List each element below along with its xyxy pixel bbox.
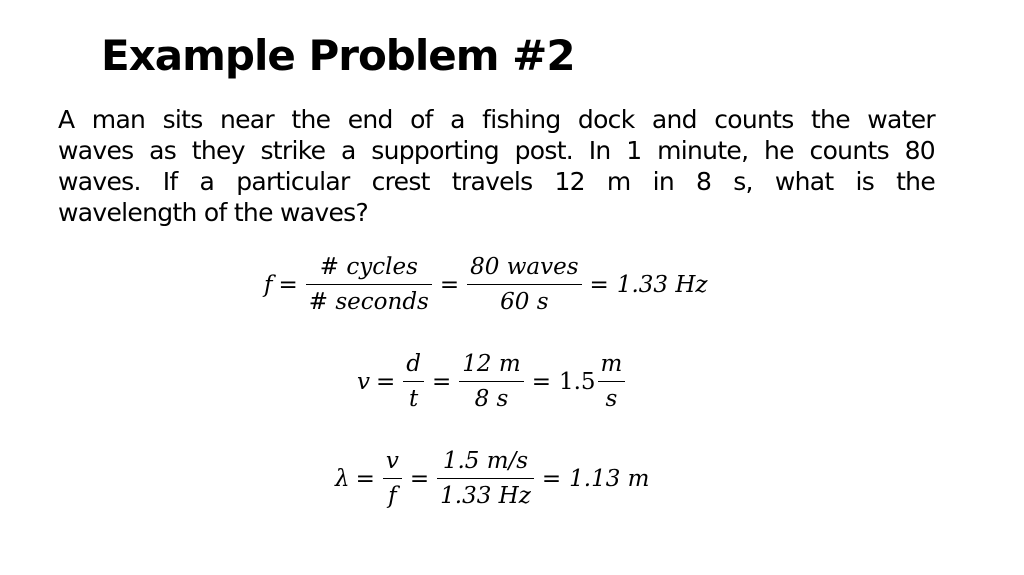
- wavelength-result: 1.13 m: [569, 465, 650, 492]
- frequency-symbol: f: [264, 271, 273, 298]
- equals-sign: =: [541, 465, 562, 492]
- distance-over-time-fraction: [403, 350, 424, 413]
- fraction-numerator: d: [406, 351, 422, 377]
- equals-sign: =: [589, 271, 609, 298]
- velocity-result: 1.5: [558, 368, 596, 395]
- problem-line: A man sits near the end of a fishing dock and counts the water: [58, 105, 935, 134]
- equals-sign: =: [439, 271, 460, 298]
- values-fraction: [459, 350, 523, 413]
- equals-sign: =: [531, 368, 551, 395]
- problem-line: wavelength of the waves?: [58, 198, 369, 227]
- fraction-denominator: 1.33 Hz: [440, 483, 531, 509]
- fraction-numerator: 1.5 m/s: [442, 448, 529, 474]
- equals-sign: =: [355, 465, 375, 492]
- equals-sign: =: [376, 368, 396, 395]
- equals-sign: =: [432, 368, 452, 395]
- problem-statement: [58, 104, 935, 228]
- v-over-f-fraction: [383, 447, 402, 510]
- frequency-result: 1.33 Hz: [616, 271, 708, 298]
- fraction-numerator: 80 waves: [470, 254, 579, 280]
- waves-per-time-fraction: [467, 253, 581, 316]
- fraction-denominator: 8 s: [474, 386, 509, 412]
- fraction-numerator: # cycles: [319, 254, 418, 280]
- wavelength-symbol: λ: [335, 465, 350, 492]
- equals-sign: =: [409, 465, 430, 492]
- fraction-numerator: m: [600, 351, 623, 377]
- fraction-denominator: f: [388, 483, 397, 509]
- velocity-symbol: v: [357, 368, 370, 395]
- fraction-denominator: t: [409, 386, 419, 412]
- wavelength-equation: [335, 447, 649, 510]
- fraction-numerator: v: [385, 448, 399, 474]
- fraction-denominator: # seconds: [308, 289, 429, 315]
- problem-line: waves as they strike a supporting post. In 1 minute, he counts 80: [58, 136, 935, 165]
- velocity-equation: [357, 350, 627, 413]
- fraction-denominator: s: [605, 386, 618, 412]
- cycles-per-seconds-fraction: [306, 253, 432, 316]
- frequency-equation: [264, 253, 708, 316]
- equals-sign: =: [278, 271, 298, 298]
- problem-line: waves. If a particular crest travels 12 m in 8 s, what is the: [58, 167, 935, 196]
- unit-fraction: [598, 350, 626, 413]
- fraction-denominator: 60 s: [500, 289, 549, 315]
- slide-title: Example Problem #2: [101, 31, 575, 80]
- values-fraction: [437, 447, 534, 510]
- fraction-numerator: 12 m: [462, 351, 521, 377]
